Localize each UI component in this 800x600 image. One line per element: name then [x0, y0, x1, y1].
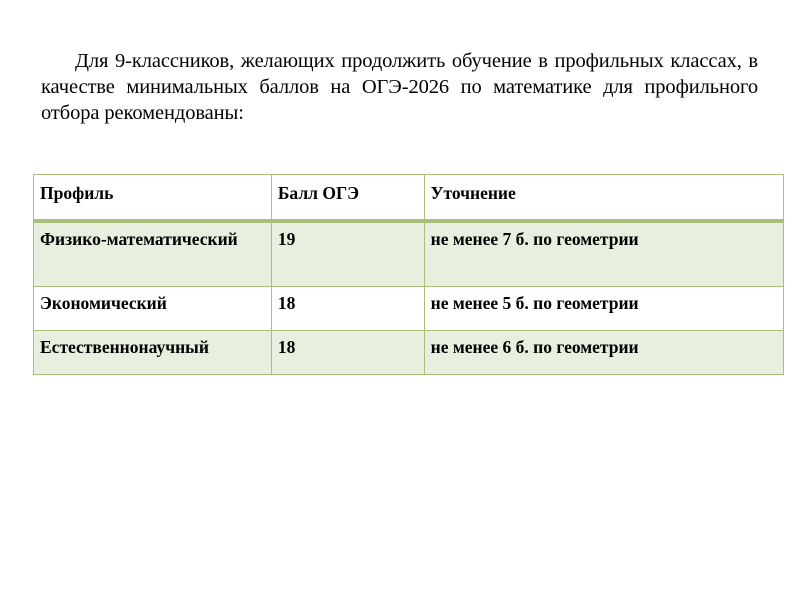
cell-profile: Экономический	[34, 287, 272, 331]
cell-score: 19	[271, 221, 424, 287]
cell-score: 18	[271, 331, 424, 375]
table-row	[34, 331, 784, 375]
header-score: Балл ОГЭ	[271, 175, 424, 221]
cell-note: не менее 7 б. по геометрии	[424, 221, 783, 287]
cell-note: не менее 5 б. по геометрии	[424, 287, 783, 331]
intro-paragraph: Для 9-классников, желающих продолжить обучение в профильных классах, в качестве минимальных баллов на ОГЭ-2026 по математике для профильного отбора рекомендованы:	[41, 50, 758, 124]
cell-score: 18	[271, 287, 424, 331]
cell-note: не менее 6 б. по геометрии	[424, 331, 783, 375]
cell-profile: Физико-математический	[34, 221, 272, 287]
header-note: Уточнение	[424, 175, 783, 221]
table-row	[34, 221, 784, 287]
table-header-row	[34, 175, 784, 221]
profile-scores-table	[33, 174, 784, 375]
table-row	[34, 287, 784, 331]
cell-profile: Естественнонаучный	[34, 331, 272, 375]
header-profile: Профиль	[34, 175, 272, 221]
